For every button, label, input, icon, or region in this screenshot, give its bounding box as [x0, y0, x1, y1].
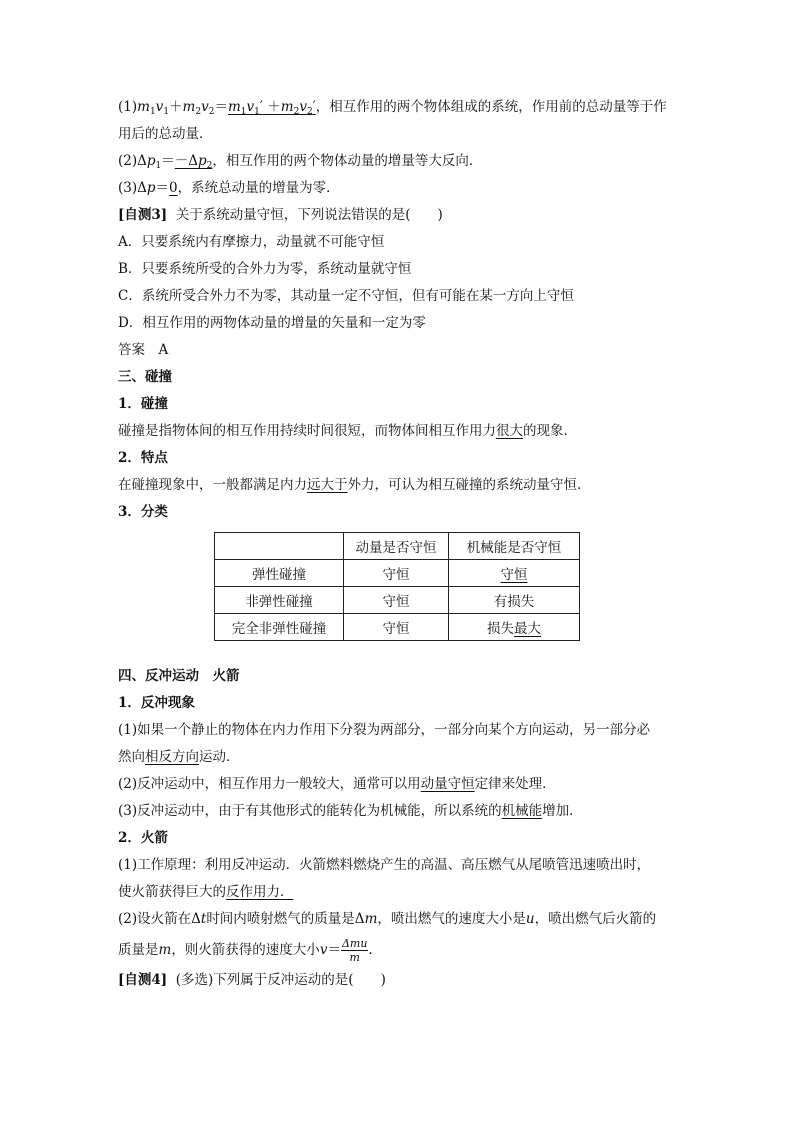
- answer-underline-rhs: [228, 99, 316, 115]
- option-text: C．系统所受合外力不为零，其动量一定不守恒，但有可能在某一方向上守恒: [118, 288, 574, 304]
- body-text: 的现象．: [523, 423, 577, 439]
- symbol-m: m: [280, 99, 294, 115]
- table-row: [215, 587, 580, 614]
- self-test-4-stem: [118, 967, 678, 994]
- table-header-cell: [215, 533, 344, 560]
- body-text: 增加．: [542, 803, 583, 819]
- momentum-increment-line: [118, 148, 678, 175]
- body-text-line: [118, 771, 678, 798]
- subscript: 1: [240, 107, 247, 117]
- cell-text: 损失: [487, 621, 514, 637]
- option-text: B．只要系统所受的合外力为零，系统动量就守恒: [118, 261, 412, 277]
- body-text-line: [118, 852, 678, 879]
- item-prefix: (1): [118, 99, 138, 115]
- option-c: [118, 283, 678, 310]
- subsection-heading: [118, 499, 678, 526]
- equals-sign: ＝: [161, 153, 175, 169]
- body-text: ，相互作用的两个物体动量的增量等大反向．: [212, 153, 483, 169]
- section-title: [118, 364, 678, 391]
- table-cell: 守恒: [344, 587, 449, 614]
- body-text: 用后的总动量．: [118, 126, 213, 142]
- subscript: 2: [306, 107, 313, 117]
- subsection-heading-text: 1．碰撞: [118, 396, 168, 412]
- body-text: 碰撞是指物体间的相互作用持续时间很短，而物体间相互作用力: [118, 423, 496, 439]
- body-text: ，喷出燃气的速度大小是: [377, 911, 526, 927]
- plus-sign: ＋: [169, 99, 183, 115]
- body-text: ，相互作用的两个物体组成的系统，作用前的总动量等于作: [315, 99, 667, 115]
- subsection-heading-text: 1．反冲现象: [118, 695, 195, 711]
- table-row: [215, 560, 580, 587]
- subscript: 2: [206, 161, 213, 171]
- table-cell: 守恒: [344, 560, 449, 587]
- body-text-line: [118, 472, 678, 499]
- body-text: 外力，可认为相互碰撞的系统动量守恒．: [347, 477, 591, 493]
- symbol-v: v: [246, 99, 255, 115]
- body-text: 在碰撞现象中，一般都满足内力: [118, 477, 307, 493]
- subsection-heading-text: 3．分类: [118, 504, 168, 520]
- subsection-heading-text: 2．特点: [118, 450, 168, 466]
- body-text: ，则火箭获得的速度大小: [171, 942, 320, 958]
- answer-text: 答案 A: [118, 342, 169, 358]
- table-cell: 完全非弹性碰撞: [215, 614, 344, 641]
- table-header-cell: 机械能是否守恒: [449, 533, 580, 560]
- table-cell: [449, 587, 580, 614]
- body-text-line: [118, 798, 678, 825]
- body-text: 然向: [118, 749, 145, 765]
- body-text: (1)工作原理：利用反冲运动．火箭燃料燃烧产生的高温、高压燃气从尾喷管迅速喷出时，: [118, 857, 651, 873]
- option-text: A．只要系统内有摩擦力，动量就不可能守恒: [118, 234, 385, 250]
- body-text: (2)设火箭在Δ: [118, 911, 201, 927]
- item-prefix: (2)Δ: [118, 153, 147, 169]
- rocket-velocity-line: [118, 933, 678, 967]
- self-test-tag: [自测4]: [118, 972, 168, 988]
- answer-underline: [175, 153, 213, 169]
- symbol-m: m: [158, 942, 172, 958]
- equals-sign: ＝: [155, 180, 170, 196]
- body-text-line: [118, 418, 678, 445]
- symbol-t: t: [200, 911, 207, 927]
- symbol-v: v: [201, 99, 209, 115]
- period: .: [368, 942, 373, 958]
- body-text: 质量是: [118, 942, 159, 958]
- table-cell: [449, 560, 580, 587]
- answer-underline: 反作用力．: [226, 884, 294, 900]
- answer-underline: 很大: [496, 423, 523, 439]
- question-stem: 关于系统动量守恒，下列说法错误的是( ): [175, 207, 443, 223]
- fraction-denominator: m: [349, 951, 360, 964]
- answer-underline: 最大: [514, 621, 541, 637]
- body-text-line: [118, 717, 678, 744]
- body-text: (1)如果一个静止的物体在内力作用下分裂为两部分，一部分向某个方向运动，另一部分必: [118, 722, 651, 738]
- answer-underline: 机械能: [501, 803, 543, 819]
- symbol-p: p: [146, 153, 156, 169]
- table-cell: 非弹性碰撞: [215, 587, 344, 614]
- subscript: 1: [163, 107, 170, 117]
- table-cell: 弹性碰撞: [215, 560, 344, 587]
- collision-classification-table: [214, 532, 580, 641]
- option-b: [118, 256, 678, 283]
- equals-sign: ＝: [327, 942, 341, 958]
- subscript: 1: [155, 161, 162, 171]
- subsection-heading-text: 2．火箭: [118, 830, 168, 846]
- subsection-heading: [118, 445, 678, 472]
- answer-underline: 0: [169, 180, 178, 196]
- section-title-text: 四、反冲运动 火箭: [118, 668, 240, 684]
- self-test-tag: [自测3]: [118, 207, 168, 223]
- body-text: 使火箭获得巨大的: [118, 884, 226, 900]
- body-text: ，系统总动量的增量为零．: [177, 180, 340, 196]
- answer-underline: 相反方向: [145, 749, 199, 765]
- prime: ′: [259, 99, 263, 115]
- symbol-m: m: [182, 99, 196, 115]
- answer-line: [118, 337, 678, 364]
- item-prefix: (3)Δ: [118, 180, 147, 196]
- body-text-line: [118, 906, 678, 933]
- table-header-row: [215, 533, 580, 560]
- subscript: 2: [195, 107, 202, 117]
- section-title-text: 三、碰撞: [118, 369, 172, 385]
- symbol-p: p: [146, 180, 156, 196]
- momentum-conservation-eq-line: [118, 94, 678, 121]
- equals-sign: ＝: [214, 99, 228, 115]
- answer-underline: 动量守恒: [420, 776, 475, 792]
- option-d: [118, 310, 678, 337]
- body-text-line: [118, 744, 678, 771]
- symbol-m: m: [227, 99, 241, 115]
- body-text: ，喷出燃气后火箭的: [534, 911, 657, 927]
- cell-text: 有损失: [493, 594, 535, 610]
- table-cell: [449, 614, 580, 641]
- subsection-heading: [118, 825, 678, 852]
- symbol-v: v: [155, 99, 164, 115]
- symbol-v: v: [299, 99, 307, 115]
- body-text: 运动．: [199, 749, 240, 765]
- section-title: [118, 663, 678, 690]
- subsection-heading: [118, 690, 678, 717]
- fraction-numerator: Δmu: [341, 937, 368, 950]
- document-page: [118, 94, 678, 994]
- symbol-v: v: [319, 942, 328, 958]
- table-row: [215, 614, 580, 641]
- velocity-fraction: [341, 937, 368, 964]
- subscript: 2: [293, 107, 300, 117]
- body-text: (3)反冲运动中，由于有其他形式的能转化为机械能，所以系统的: [118, 803, 502, 819]
- symbol-m: m: [364, 911, 378, 927]
- symbol-p: p: [198, 153, 207, 169]
- body-text: 定律来处理．: [474, 776, 556, 792]
- total-increment-line: [118, 175, 678, 202]
- subscript: 1: [254, 107, 260, 117]
- self-test-3-stem: [118, 202, 678, 229]
- option-a: [118, 229, 678, 256]
- answer-text: －Δ: [174, 153, 199, 169]
- subscript: 2: [208, 107, 215, 117]
- body-text: 时间内喷射燃气的质量是Δ: [206, 911, 365, 927]
- symbol-m: m: [137, 99, 150, 115]
- body-text-line: [118, 121, 678, 148]
- table-header-cell: 动量是否守恒: [344, 533, 449, 560]
- subscript: 1: [149, 107, 156, 117]
- answer-underline: 远大于: [307, 477, 348, 493]
- option-text: D．相互作用的两物体动量的增量的矢量和一定为零: [118, 315, 426, 331]
- answer-underline: 守恒: [500, 567, 528, 583]
- body-text-line: [118, 879, 678, 906]
- question-stem: (多选)下列属于反冲运动的是( ): [175, 972, 386, 988]
- table-cell: 守恒: [344, 614, 449, 641]
- symbol-u: u: [525, 911, 535, 927]
- subsection-heading: [118, 391, 678, 418]
- spacer: [118, 641, 678, 663]
- prime: ′: [312, 99, 316, 115]
- plus-sign: ＋: [267, 99, 281, 115]
- body-text: (2)反冲运动中，相互作用力一般较大，通常可以用: [118, 776, 421, 792]
